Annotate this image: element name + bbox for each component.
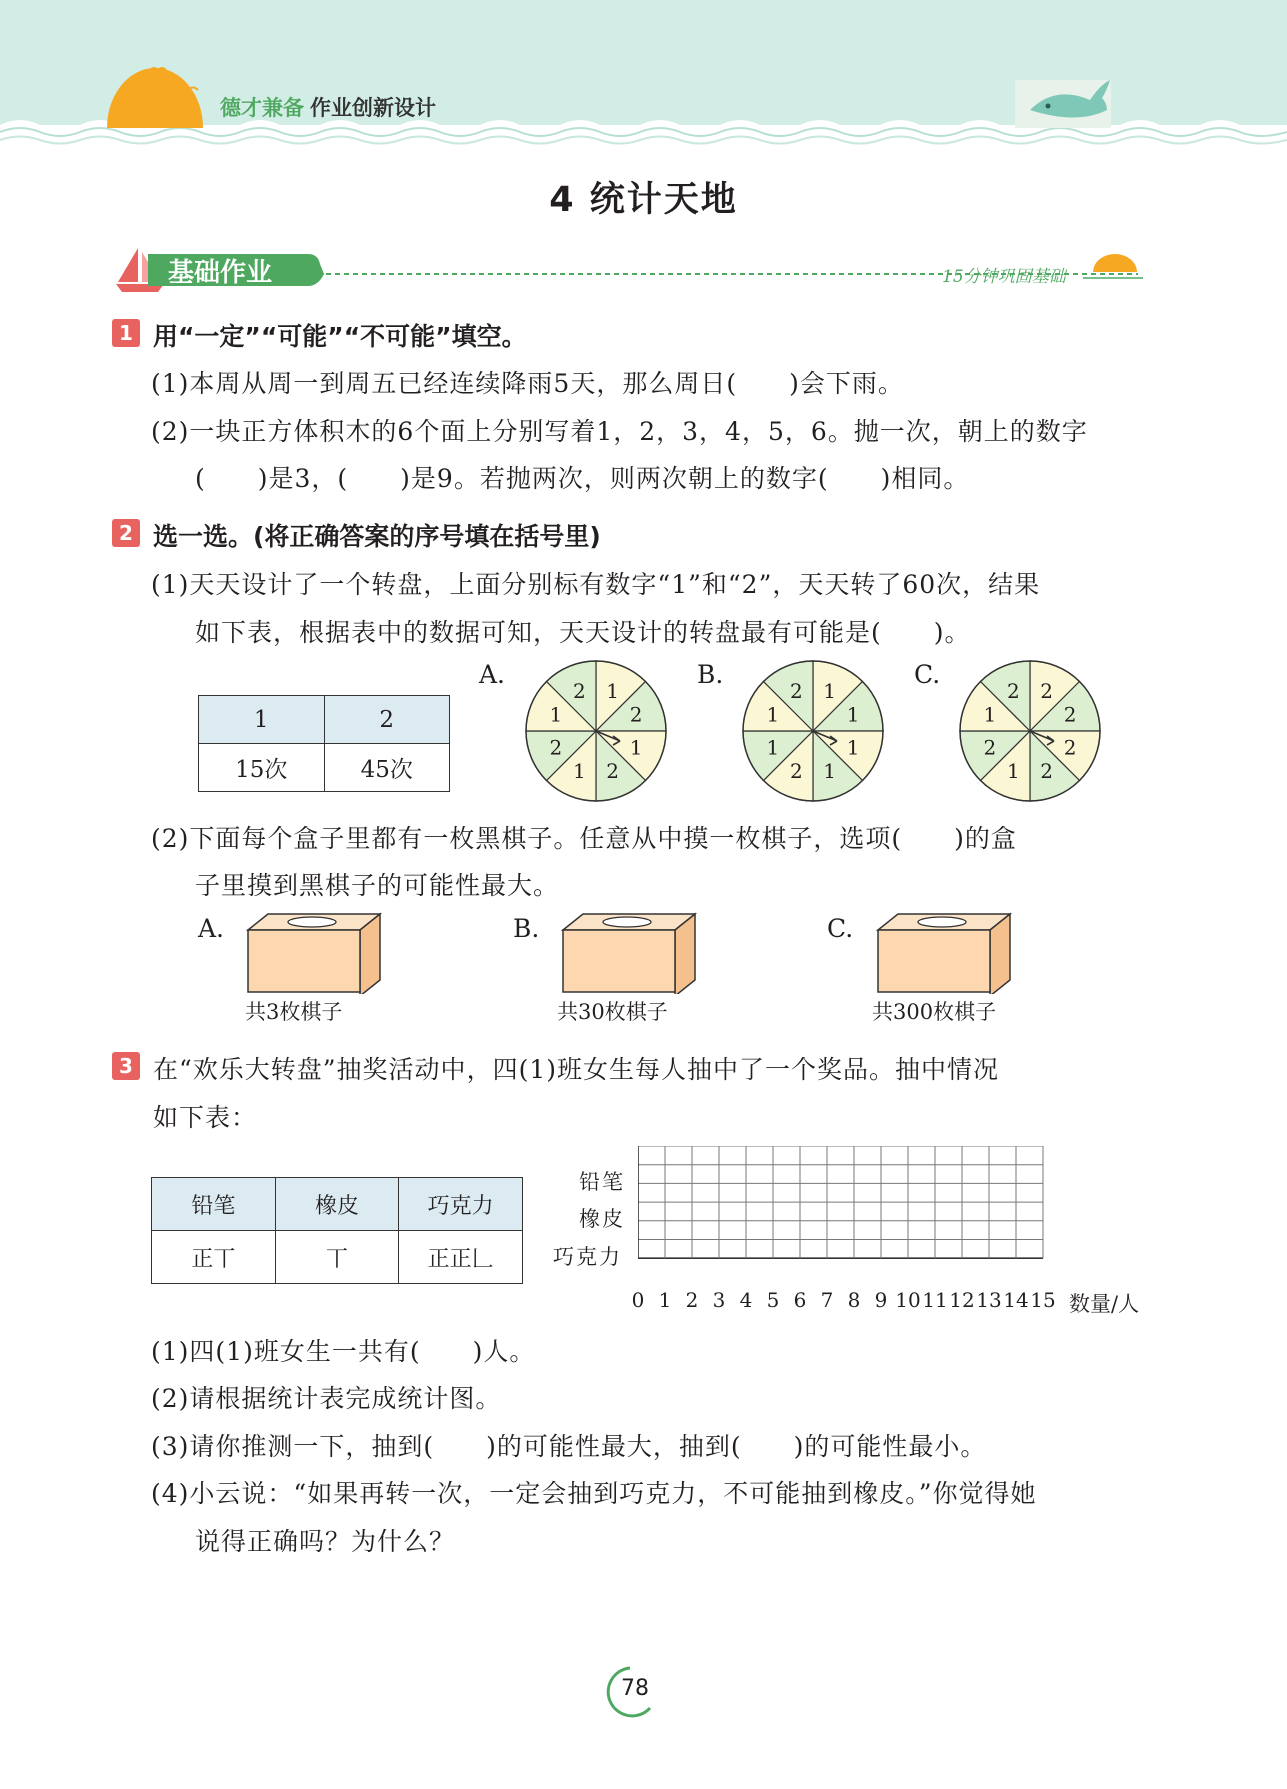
spinner-c [958, 659, 1102, 803]
q2-item-1-line-2: 如下表，根据表中的数据可知，天天设计的转盘最有可能是( )。 [195, 618, 971, 647]
axis-tick-label: 6 [793, 1288, 807, 1312]
spinner-number: 2 [549, 735, 563, 760]
axis-tick-label: 9 [874, 1288, 888, 1312]
q3-item-4-line-1: (4)小云说：“如果再转一次，一定会抽到巧克力，不可能抽到橡皮。”你觉得她 [151, 1479, 1037, 1508]
spinner-number: 1 [846, 702, 860, 727]
spinner-c-letter: C. [914, 660, 941, 689]
table-header: 橡皮 [275, 1178, 399, 1231]
spinner-number: 1 [766, 735, 780, 760]
q1-item-1: (1)本周从周一到周五已经连续降雨5天，那么周日( )会下雨。 [151, 369, 904, 398]
grid-category-label: 巧克力 [553, 1245, 622, 1269]
axis-tick-label: 3 [712, 1288, 726, 1312]
tally-cell: 正丅 [152, 1231, 276, 1284]
spinner-number: 2 [629, 702, 643, 727]
spin-result-table [198, 695, 450, 792]
spinner-number: 1 [823, 678, 836, 703]
prize-tally-table [151, 1177, 523, 1284]
question-1-number: 1 [112, 319, 140, 347]
table-header: 1 [199, 696, 325, 744]
q2-item-2-line-2: 子里摸到黑棋子的可能性最大。 [195, 871, 560, 900]
box-b-letter: B. [513, 914, 540, 943]
q3-item-3: (3)请你推测一下，抽到( )的可能性最大，抽到( )的可能性最小。 [151, 1432, 987, 1461]
axis-tick-label: 10 [895, 1288, 921, 1312]
grid-category-label: 铅笔 [579, 1170, 625, 1194]
spinner-number: 2 [790, 759, 803, 784]
table-cell: 45次 [324, 744, 450, 792]
table-header: 铅笔 [152, 1178, 276, 1231]
spinner-number: 1 [766, 702, 780, 727]
table-header: 2 [324, 696, 450, 744]
brand-dark: 作业创新设计 [310, 96, 436, 120]
spinner-number: 2 [1040, 759, 1053, 784]
table-header: 巧克力 [399, 1178, 523, 1231]
q3-item-4-line-2: 说得正确吗？为什么？ [195, 1527, 456, 1556]
box-c-icon [875, 910, 1015, 994]
spinner-number: 1 [983, 702, 997, 727]
spinner-number: 1 [549, 702, 563, 727]
axis-tick-label: 15 [1030, 1288, 1056, 1312]
spinner-number: 2 [790, 678, 803, 703]
question-3-heading-line-1: 在“欢乐大转盘”抽奖活动中，四(1)班女生每人抽中了一个奖品。抽中情况 [153, 1055, 999, 1084]
question-2-heading: 选一选。(将正确答案的序号填在括号里) [153, 522, 601, 551]
spinner-number: 2 [1063, 702, 1077, 727]
box-b-caption: 共30枚棋子 [557, 1000, 668, 1024]
question-3-number: 3 [112, 1052, 140, 1080]
q2-item-1-line-1: (1)天天设计了一个转盘，上面分别标有数字“1”和“2”，天天转了60次，结果 [151, 570, 1041, 599]
spinner-number: 2 [606, 759, 619, 784]
q1-item-2-line-1: (2)一块正方体积木的6个面上分别写着1，2，3，4，5，6。抛一次，朝上的数字 [151, 417, 1088, 446]
box-c-caption: 共300枚棋子 [872, 1000, 997, 1024]
spinner-number: 2 [1040, 678, 1053, 703]
axis-tick-label: 11 [922, 1288, 948, 1312]
spinner-number: 2 [1063, 735, 1077, 760]
section-tagline: 15分钟巩固基础 [942, 267, 1066, 287]
spinner-a [524, 659, 668, 803]
box-a-caption: 共3枚棋子 [245, 1000, 343, 1024]
spinner-a-letter: A. [479, 660, 506, 689]
axis-tick-label: 12 [949, 1288, 975, 1312]
spinner-number: 1 [606, 678, 619, 703]
page-title: 4 统计天地 [549, 180, 738, 220]
question-3-heading-line-2: 如下表： [153, 1103, 258, 1132]
axis-tick-label: 2 [685, 1288, 699, 1312]
spinner-number: 1 [846, 735, 860, 760]
q3-item-1: (1)四(1)班女生一共有( )人。 [151, 1337, 536, 1366]
box-a-letter: A. [198, 914, 225, 943]
header-band [0, 0, 1287, 150]
q3-item-2: (2)请根据统计表完成统计图。 [151, 1384, 502, 1413]
section-label: 基础作业 [168, 258, 273, 288]
spinner-number: 2 [1007, 678, 1020, 703]
axis-tick-label: 7 [820, 1288, 834, 1312]
brand-green: 德才兼备 [220, 96, 304, 120]
whale-icon [1015, 80, 1111, 128]
axis-tick-label: 0 [631, 1288, 645, 1312]
spinner-number: 2 [983, 735, 997, 760]
axis-tick-label: 13 [976, 1288, 1002, 1312]
spinner-b [741, 659, 885, 803]
axis-tick-label: 1 [658, 1288, 672, 1312]
spinner-number: 1 [629, 735, 643, 760]
spinner-number: 1 [823, 759, 836, 784]
box-b-icon [560, 910, 700, 994]
q1-item-2-line-2: ( )是3，( )是9。若抛两次，则两次朝上的数字( )相同。 [195, 464, 970, 493]
spinner-number: 1 [1007, 759, 1020, 784]
question-2-number: 2 [112, 519, 140, 547]
axis-unit: 数量/人 [1069, 1292, 1140, 1316]
spinner-b-letter: B. [697, 660, 724, 689]
tally-cell: 正正𠃊 [399, 1231, 523, 1284]
page-number: 78 [621, 1676, 649, 1701]
spinner-number: 1 [573, 759, 586, 784]
axis-tick-label: 14 [1003, 1288, 1029, 1312]
q2-item-2-line-1: (2)下面每个盒子里都有一枚黑棋子。任意从中摸一枚棋子，选项( )的盒 [151, 824, 1017, 853]
axis-tick-label: 5 [766, 1288, 780, 1312]
box-c-letter: C. [827, 914, 854, 943]
box-a-icon [245, 910, 385, 994]
table-cell: 15次 [199, 744, 325, 792]
axis-tick-label: 8 [847, 1288, 861, 1312]
statistics-grid[interactable] [638, 1146, 1048, 1286]
question-1-heading: 用“一定”“可能”“不可能”填空。 [153, 322, 527, 351]
spinner-number: 2 [573, 678, 586, 703]
grid-category-label: 橡皮 [579, 1207, 625, 1231]
tally-cell: 丅 [275, 1231, 399, 1284]
axis-tick-label: 4 [739, 1288, 753, 1312]
brand [220, 92, 436, 122]
